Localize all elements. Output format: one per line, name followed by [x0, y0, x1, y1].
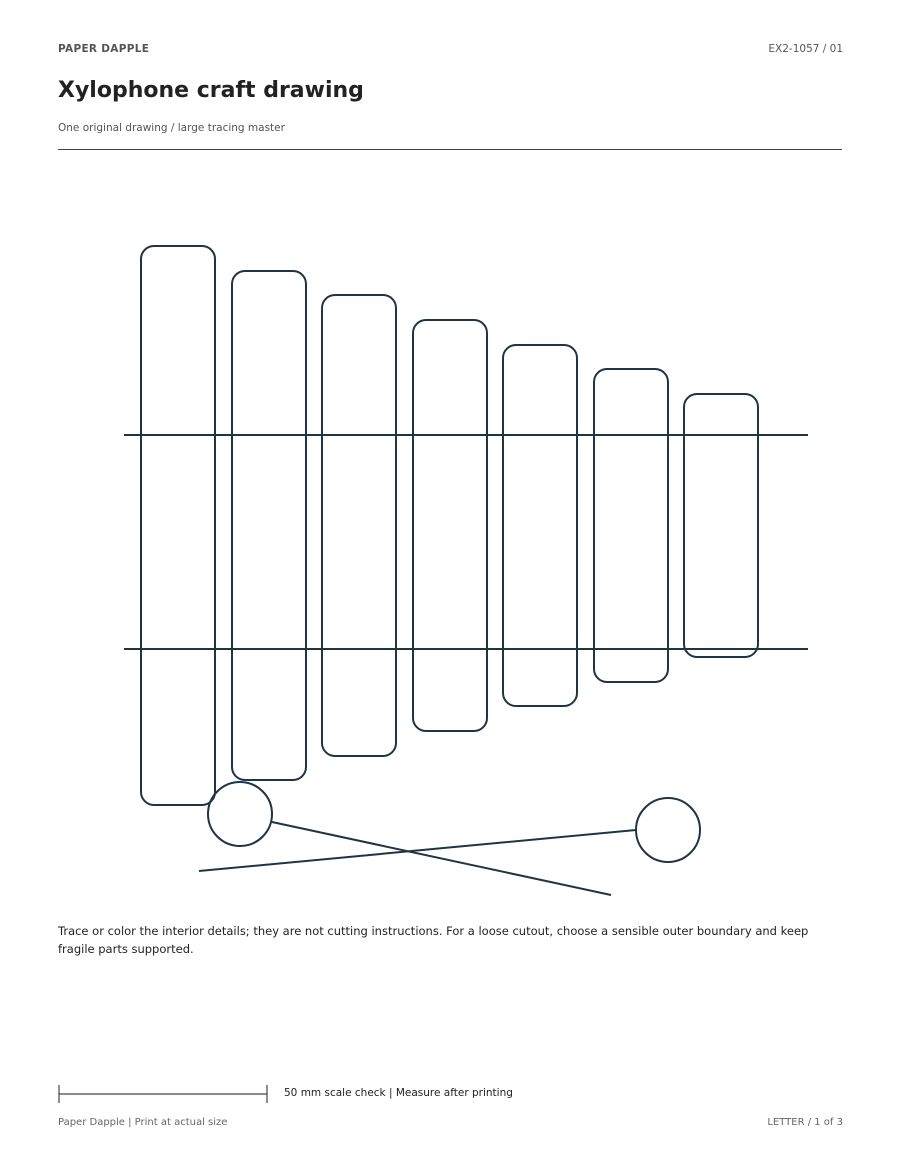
xylophone-bar — [684, 394, 758, 657]
mallet-head — [636, 798, 700, 862]
xylophone-bar — [413, 320, 487, 731]
page-title: Xylophone craft drawing — [58, 78, 364, 103]
xylophone-bar — [322, 295, 396, 756]
instructions-text: Trace or color the interior details; they are not cutting instructions. For a loose cutout, choose a sensible outer boundary and keep fragile parts supported. — [58, 924, 809, 956]
document-code: EX2-1057 / 01 — [768, 43, 843, 55]
brand-name: PAPER DAPPLE — [58, 43, 150, 55]
mallet-stick — [199, 830, 636, 871]
xylophone-bar — [141, 246, 215, 805]
xylophone-bar — [594, 369, 668, 682]
xylophone-bar — [503, 345, 577, 706]
footer-page-info: LETTER / 1 of 3 — [767, 1117, 843, 1128]
footer-print-note: Paper Dapple | Print at actual size — [58, 1117, 228, 1128]
mallet-head — [208, 782, 272, 846]
scale-bar — [58, 1085, 268, 1103]
page-subtitle: One original drawing / large tracing master — [58, 122, 285, 134]
scale-check-label: 50 mm scale check | Measure after printing — [284, 1087, 513, 1099]
xylophone-bar — [232, 271, 306, 780]
